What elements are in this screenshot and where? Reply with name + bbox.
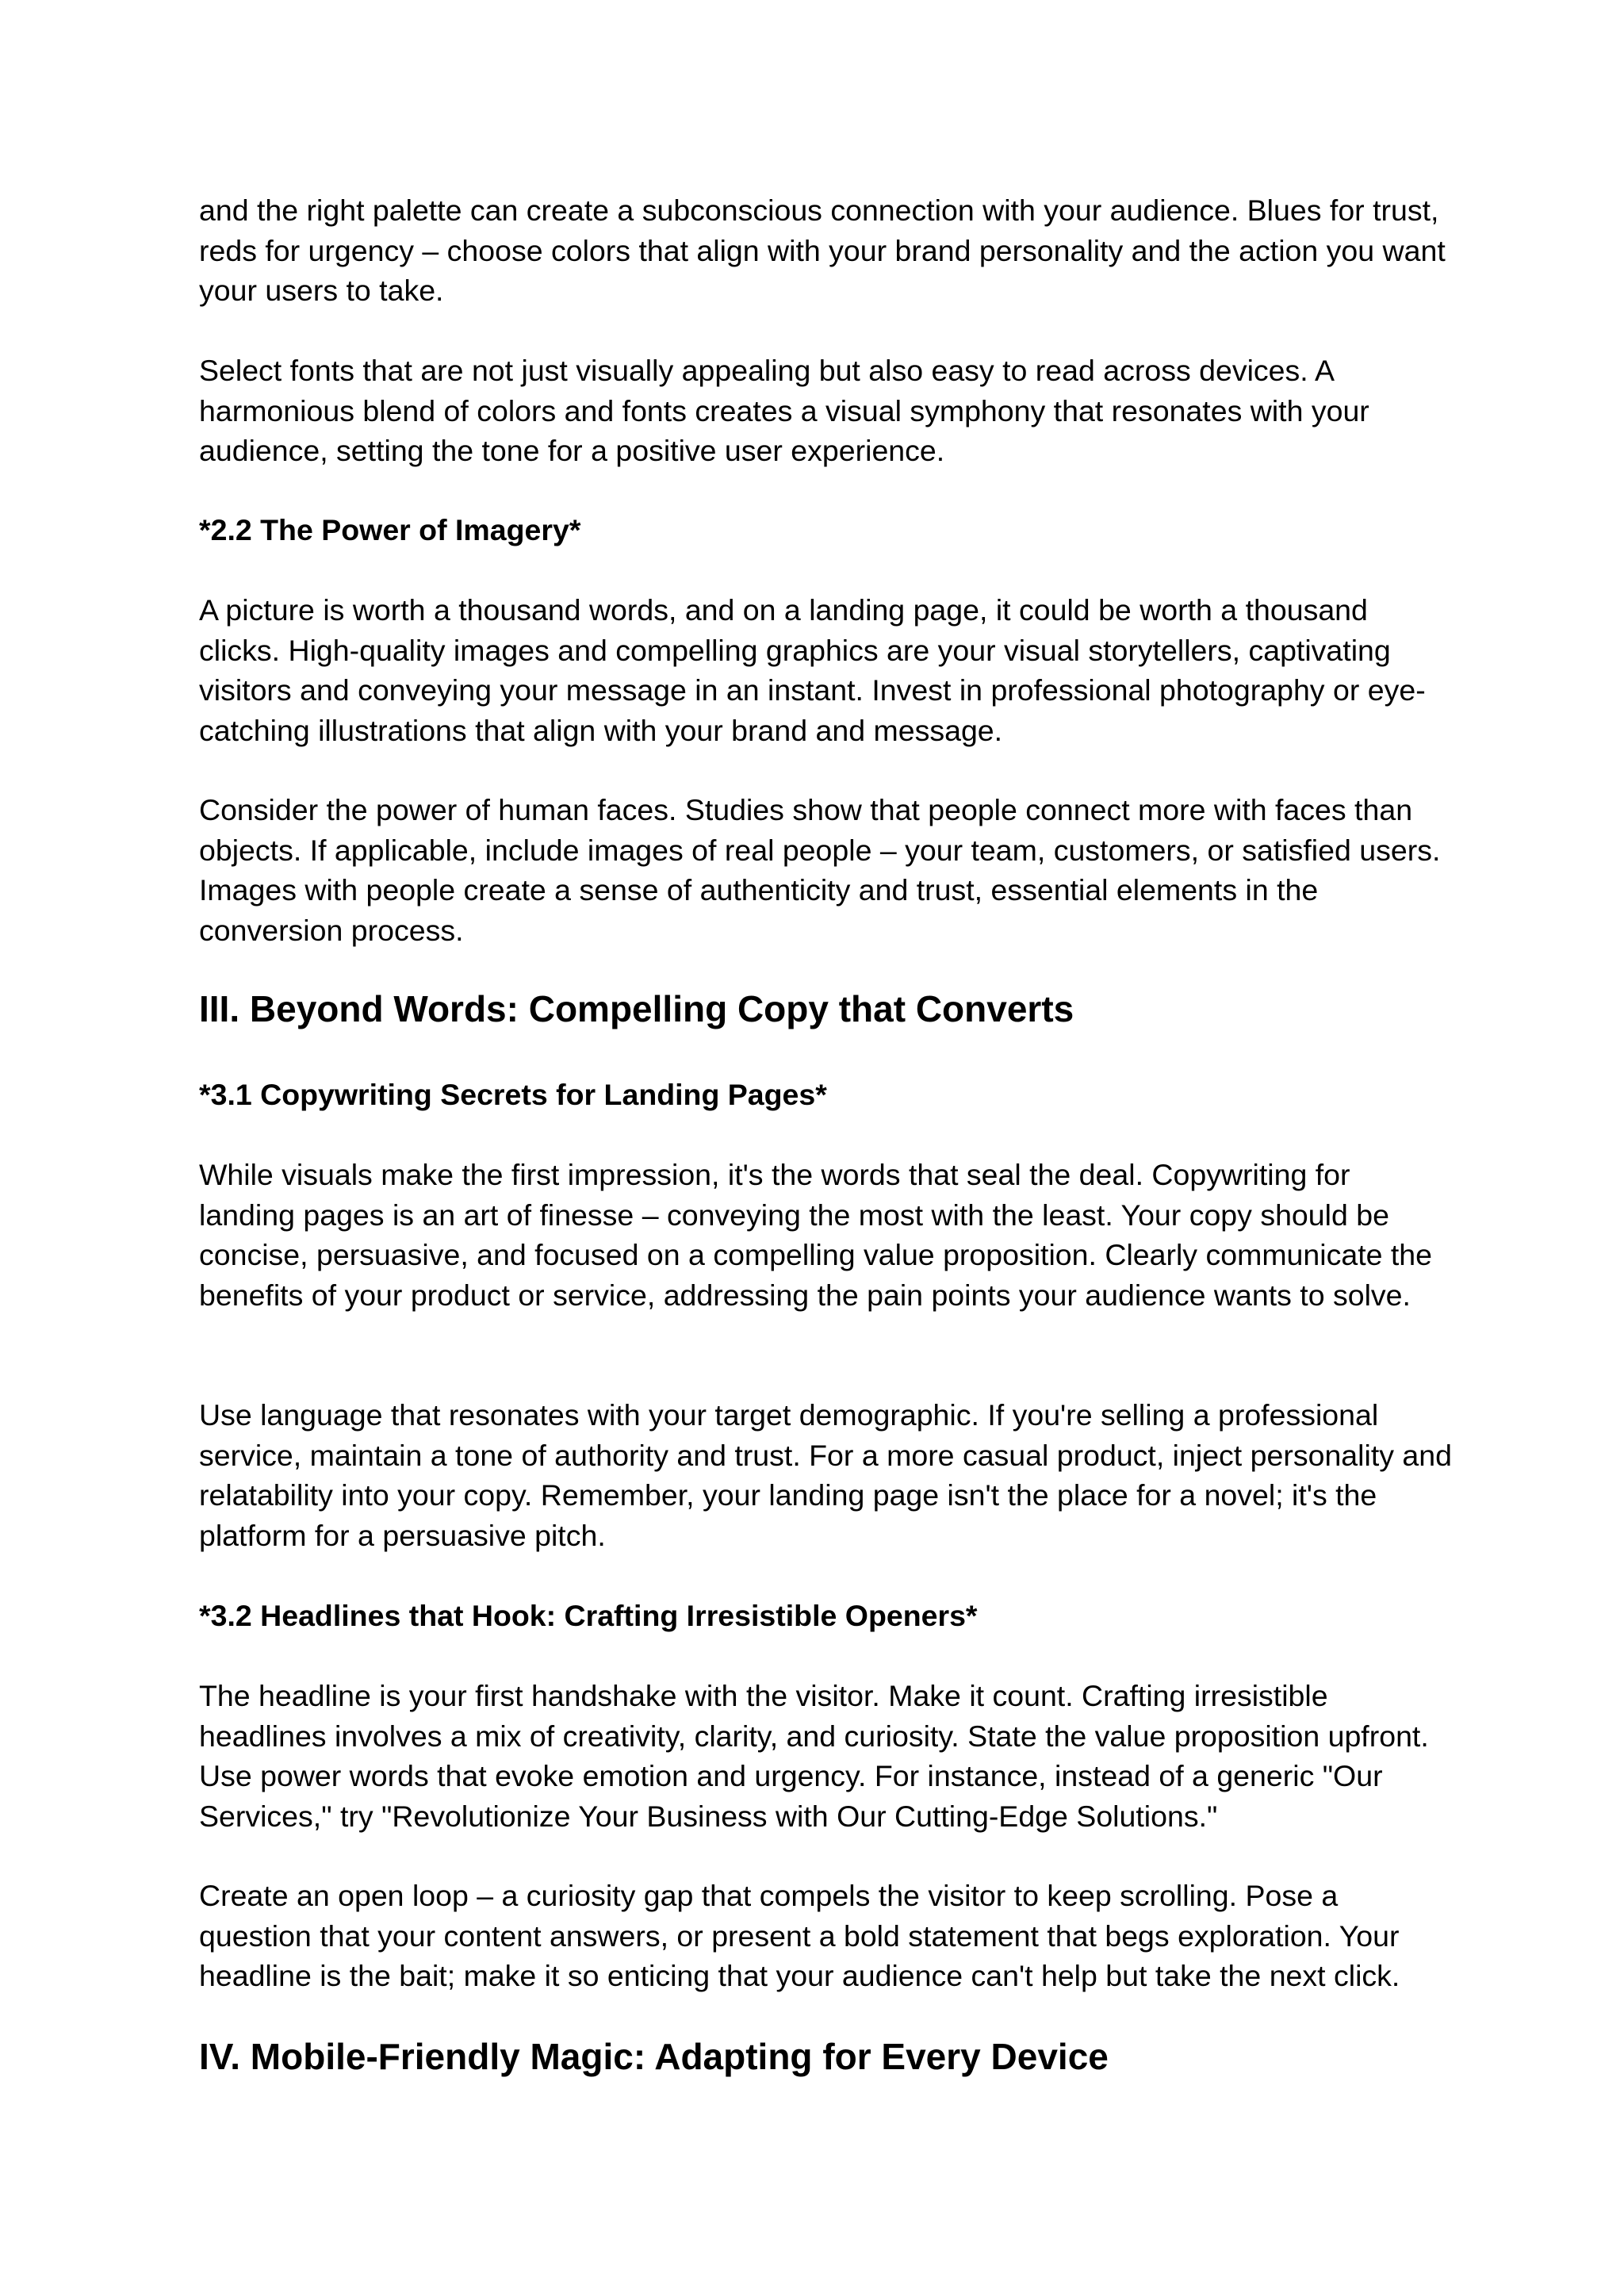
paragraph-target-demographic: Use language that resonates with your target demographic. If you're selling a professional service, maintain a tone of authority and trust. For a more casual product, inject personality and relatability into your copy. Remember, your landing page isn't the place for a novel; it's the platform for a persuasive pitch. [199,1398,1452,1552]
section-heading-compelling-copy: III. Beyond Words: Compelling Copy that Converts [199,988,1074,1029]
paragraph-font-selection: Select fonts that are not just visually appealing but also easy to read across devices. A harmonious blend of colors and fonts creates a visual symphony that resonates with your audience, setting the tone for a positive user experience. [199,354,1369,467]
subheading-copywriting-secrets: *3.1 Copywriting Secrets for Landing Pages* [199,1078,827,1111]
section-heading-mobile-friendly: IV. Mobile-Friendly Magic: Adapting for Every Device [199,2036,1109,2077]
paragraph-picture-worth: A picture is worth a thousand words, and on a landing page, it could be worth a thousand clicks. High-quality images and compelling graphics are your visual storytellers, captivating visitors and conveying your message in an instant. Invest in professional photography or eye-catching illustrations that align with your brand and message. [199,593,1426,747]
subheading-power-of-imagery: *2.2 The Power of Imagery* [199,513,581,546]
paragraph-color-palette: and the right palette can create a subconscious connection with your audience. Blues for trust, reds for urgency – choose colors that align with your brand personality and the action you want your users to take. [199,194,1446,307]
paragraph-visuals-first-impression: While visuals make the first impression, it's the words that seal the deal. Copywriting for landing pages is an art of finesse – conveying the most with the least. Your copy should be concise, persuasive, and focused on a compelling value proposition. Clearly communicate the benefits of your product or service, addressing the pain points your audience wants to solve. [199,1158,1433,1312]
paragraph-open-loop: Create an open loop – a curiosity gap that compels the visitor to keep scrolling. Pose a question that your content answers, or present a bold statement that begs exploration. Your headline is the bait; make it so enticing that your audience can't help but take the next click. [199,1879,1400,1992]
paragraph-human-faces: Consider the power of human faces. Studies show that people connect more with faces than objects. If applicable, include images of real people – your team, customers, or satisfied users. Images with people create a sense of authenticity and trust, essential elements in the conversion process. [199,793,1441,947]
paragraph-headline-handshake: The headline is your first handshake with the visitor. Make it count. Crafting irresistible headlines involves a mix of creativity, clarity, and curiosity. State the value proposition upfront. Use power words that evoke emotion and urgency. For instance, instead of a generic "Our Services," try "Revolutionize Your Business with Our Cutting-Edge Solutions." [199,1679,1429,1833]
subheading-headlines-that-hook: *3.2 Headlines that Hook: Crafting Irresistible Openers* [199,1599,978,1632]
